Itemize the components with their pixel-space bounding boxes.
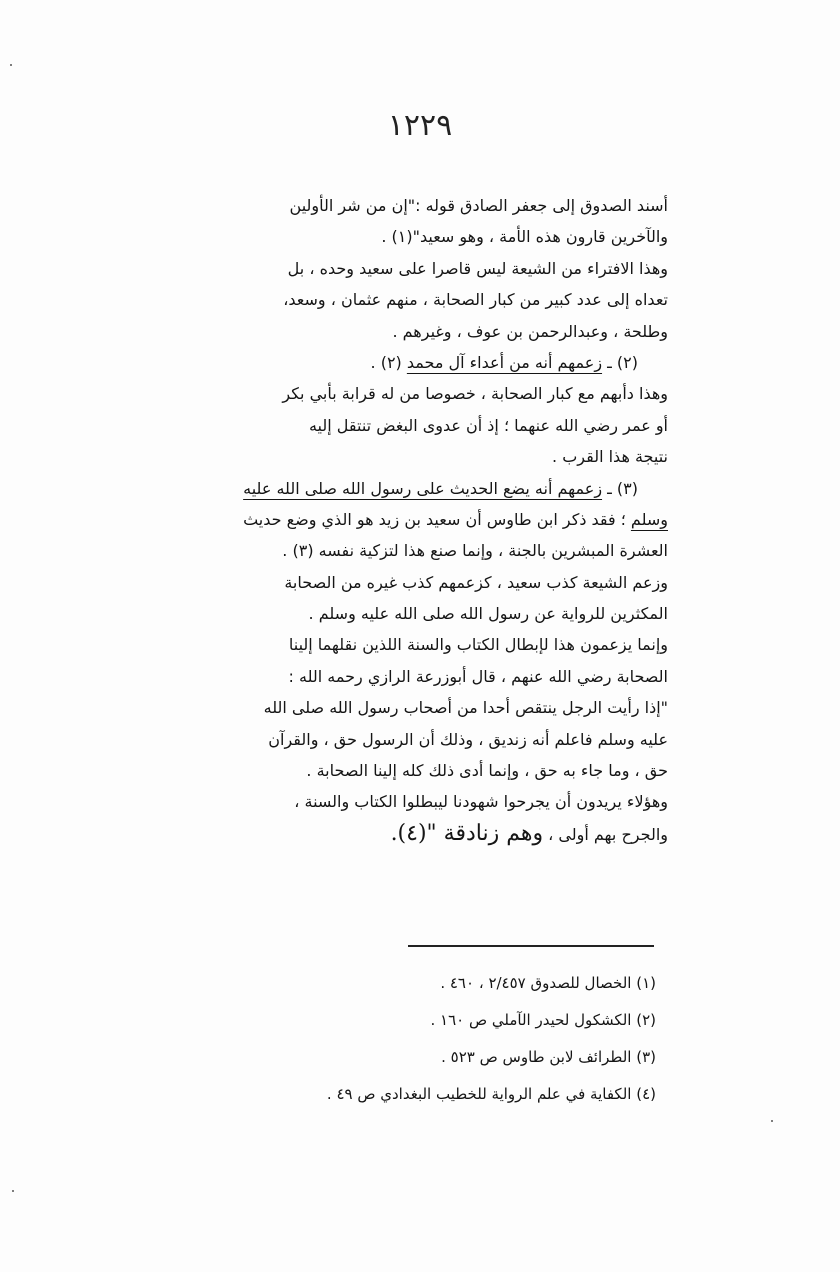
scan-speck [10,64,12,66]
heading-underlined-text: وسلم [630,509,668,529]
body-line: وهؤلاء يريدون أن يجرحوا شهودنا ليبطلوا الكتاب والسنة ، [294,792,668,812]
heading-footnote-ref: (٢) . [370,352,407,372]
body-line: وهذا الافتراء من الشيعة ليس قاصرا على سعيد وحده ، بل [287,258,668,278]
body-line: أو عمر رضي الله عنهما ؛ إذ أن عدوى البغض تنتقل إليه [308,415,668,435]
body-line: أسند الصدوق إلى جعفر الصادق قوله :"إن من شر الأولين [289,196,668,215]
body-line: عليه وسلم فاعلم أنه زنديق ، وذلك أن الرسول حق ، والقرآن [268,729,668,749]
body-text [72,190,668,849]
section-heading-3-continuation [72,504,668,535]
footnote-item: (٣) الطرائف لابن طاوس ص ٥٢٣ . [441,1048,656,1066]
body-line-final [72,818,668,849]
body-line: الصحابة رضي الله عنهم ، قال أبوزرعة الرازي رحمه الله : [288,666,668,686]
typed-text: والجرح بهم أولى ، [543,824,668,844]
scan-speck [771,1120,773,1122]
body-line: المكثرين للرواية عن رسول الله صلى الله عليه وسلم . [308,604,668,624]
section-heading-3 [72,473,668,504]
body-line: نتيجة هذا القرب . [552,447,668,467]
body-line: حق ، وما جاء به حق ، وإنما أدى ذلك كله إلينا الصحابة . [306,761,668,781]
heading-number: (٢) ـ [602,352,638,372]
body-line: وطلحة ، وعبدالرحمن بن عوف ، وغيرهم . [392,321,668,341]
footnote-item: (١) الخصال للصدوق ٢/٤٥٧ ، ٤٦٠ . [440,974,656,992]
footnote-item: (٢) الكشكول لحيدر الآملي ص ١٦٠ . [430,1011,656,1029]
footnote-separator [408,945,654,947]
body-line: العشرة المبشرين بالجنة ، وإنما صنع هذا لتزكية نفسه (٣) . [282,541,668,561]
body-line: وزعم الشيعة كذب سعيد ، كزعمهم كذب غيره من الصحابة [284,572,668,592]
body-line: والآخرين قارون هذه الأمة ، وهو سعيد"(١) . [381,227,668,247]
body-line: وهذا دأبهم مع كبار الصحابة ، خصوصا من له قرابة بأبي بكر [282,384,668,404]
page-number: ١٢٢٩ [387,108,453,143]
body-line: وإنما يزعمون هذا لإبطال الكتاب والسنة اللذين نقلهما إلينا [288,635,668,655]
body-line: "إذا رأيت الرجل ينتقص أحدا من أصحاب رسول الله صلى الله [263,698,668,718]
heading-number: (٣) ـ [602,478,638,498]
scan-speck [12,1190,14,1192]
footnote-item: (٤) الكفاية في علم الرواية للخطيب البغدادي ص ٤٩ . [326,1085,656,1103]
continuation-text: ؛ فقد ذكر ابن طاوس أن سعيد بن زيد هو الذي وضع حديث [243,509,631,529]
heading-underlined-text: زعمهم أنه من أعداء آل محمد [406,352,603,372]
handwritten-insertion: وهم زنادقة "(٤). [390,820,544,846]
body-line: تعداه إلى عدد كبير من كبار الصحابة ، منهم عثمان ، وسعد، [283,290,668,310]
heading-underlined-text: زعمهم أنه يضع الحديث على رسول الله صلى الله عليه [243,478,603,498]
section-heading-2 [72,347,668,378]
footnotes [100,965,656,1113]
